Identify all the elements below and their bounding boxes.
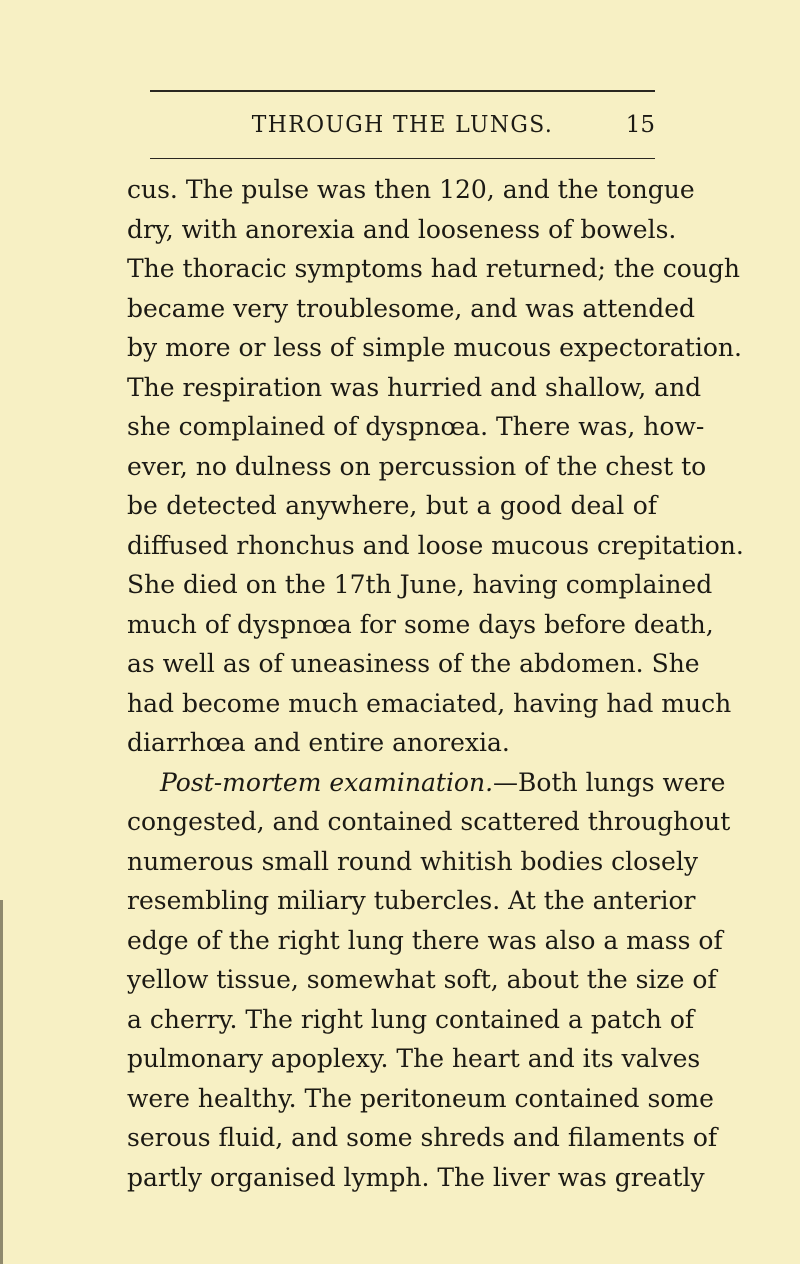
text-run: —Both lungs were bbox=[493, 767, 726, 797]
text-line: were healthy. The peritoneum contained some bbox=[127, 1083, 714, 1113]
text-line: ever, no dulness on percussion of the chest to bbox=[127, 451, 707, 481]
text-line: diffused rhonchus and loose mucous crepitation. bbox=[127, 530, 744, 560]
text-line: cus. The pulse was then 120, and the tongue bbox=[127, 175, 695, 204]
text-line: as well as of uneasiness of the abdomen. She bbox=[127, 649, 700, 678]
section-heading-line bbox=[127, 763, 726, 803]
text-line: The thoracic symptoms had returned; the cough bbox=[127, 254, 740, 283]
text-line: a cherry. The right lung contained a patch of bbox=[127, 1004, 695, 1034]
page-edge-shadow bbox=[0, 900, 3, 1264]
text-line: partly organised lymph. The liver was greatly bbox=[127, 1162, 705, 1192]
text-line: yellow tissue, somewhat soft, about the size of bbox=[127, 965, 717, 994]
text-line: by more or less of simple mucous expectoration. bbox=[127, 333, 742, 362]
text-line: She died on the 17th June, having complained bbox=[127, 570, 713, 599]
paragraph-end-line: diarrhœa and entire anorexia. bbox=[127, 728, 510, 757]
text-line: congested, and contained scattered throughout bbox=[127, 807, 731, 836]
running-title: THROUGH THE LUNGS. bbox=[251, 112, 554, 138]
body-text bbox=[127, 170, 744, 1197]
text-line: numerous small round whitish bodies closely bbox=[127, 846, 698, 876]
text-line: much of dyspnœa for some days before death, bbox=[127, 609, 714, 639]
text-line: dry, with anorexia and looseness of bowels. bbox=[127, 214, 677, 244]
text-line: she complained of dyspnœa. There was, how- bbox=[127, 412, 705, 441]
post-mortem-heading: Post-mortem examination. bbox=[160, 767, 494, 797]
text-line: The respiration was hurried and shallow, and bbox=[127, 372, 702, 402]
page-number: 15 bbox=[625, 112, 655, 138]
running-header bbox=[150, 108, 655, 142]
header-top-rule bbox=[150, 90, 655, 92]
text-line: edge of the right lung there was also a mass of bbox=[127, 925, 723, 955]
text-line: pulmonary apoplexy. The heart and its valves bbox=[127, 1044, 701, 1073]
text-line: had become much emaciated, having had much bbox=[127, 688, 732, 718]
text-line: serous fluid, and some shreds and filaments of bbox=[127, 1123, 718, 1152]
header-bottom-rule bbox=[150, 158, 655, 159]
text-line: resembling miliary tubercles. At the anterior bbox=[127, 886, 696, 915]
text-line: be detected anywhere, but a good deal of bbox=[127, 491, 657, 520]
text-line: became very troublesome, and was attended bbox=[127, 293, 696, 323]
